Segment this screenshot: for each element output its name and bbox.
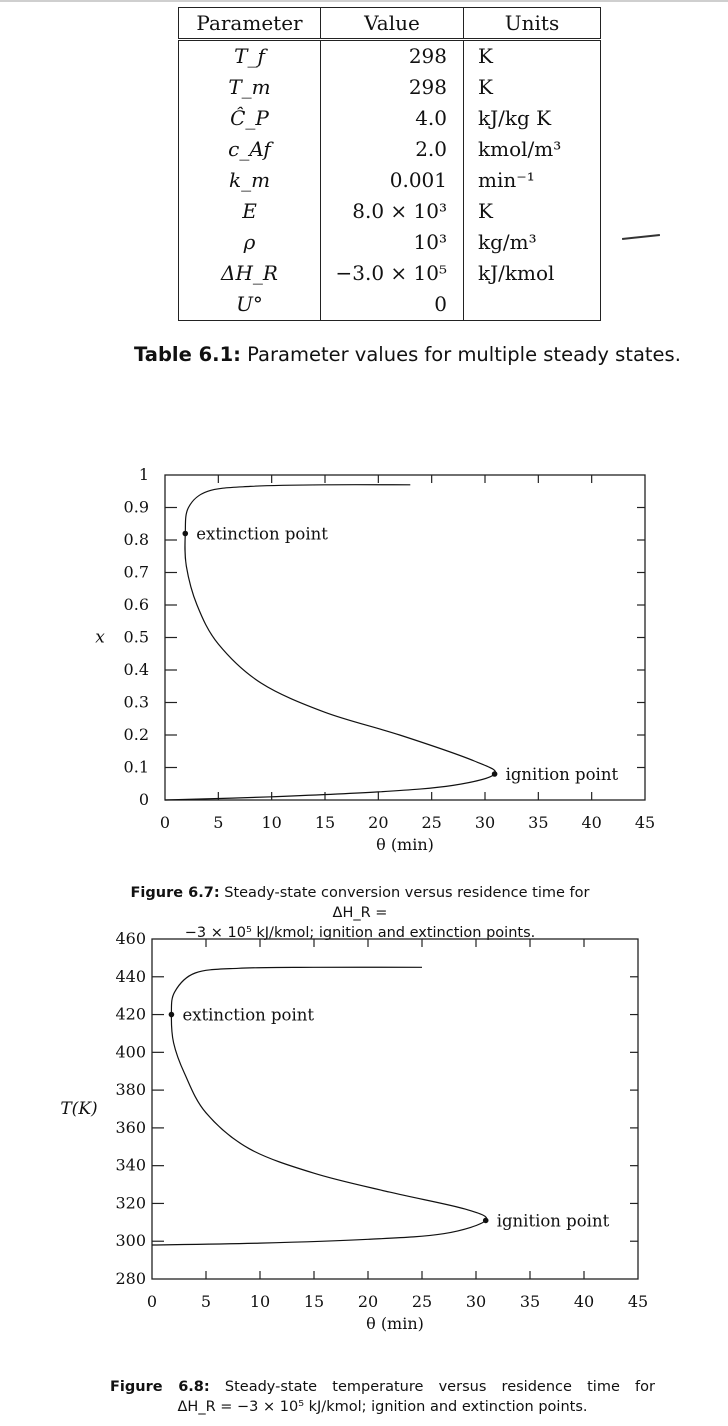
value-cell: 2.0 <box>321 134 464 165</box>
param-cell: ρ <box>179 227 321 258</box>
header-parameter: Parameter <box>179 8 321 40</box>
x-tick-label: 25 <box>421 813 442 832</box>
x-tick-label: 45 <box>634 813 656 832</box>
y-tick-label: 280 <box>115 1269 146 1288</box>
x-tick-label: 30 <box>474 813 496 832</box>
units-cell: K <box>464 196 601 227</box>
value-cell: 0.001 <box>321 165 464 196</box>
x-tick-label: 10 <box>261 813 282 832</box>
figure-6-7-label: Figure 6.7: <box>130 885 220 901</box>
annotation-label: ignition point <box>505 765 619 784</box>
param-cell: T_f <box>179 40 321 73</box>
annotation-point <box>169 1012 175 1018</box>
table-row <box>179 165 601 196</box>
y-tick-label: 460 <box>115 929 146 948</box>
table-caption-label: Table 6.1: <box>134 343 241 366</box>
param-cell: ΔH_R <box>179 258 321 289</box>
x-tick-label: 35 <box>519 1292 541 1311</box>
table-header-row <box>179 8 601 40</box>
units-cell: min⁻¹ <box>464 165 601 196</box>
units-cell: kmol/m³ <box>464 134 601 165</box>
conversion-chart <box>0 455 728 865</box>
param-cell: E <box>179 196 321 227</box>
x-tick-label: 10 <box>249 1292 271 1311</box>
annotation-label: extinction point <box>182 1005 315 1025</box>
parameter-table <box>178 7 601 321</box>
value-cell: 298 <box>321 40 464 73</box>
annotation-point <box>492 771 498 777</box>
annotation-point <box>182 531 188 537</box>
y-tick-label: 0.2 <box>123 725 149 744</box>
y-tick-label: 0.6 <box>123 595 149 614</box>
x-axis-title: θ (min) <box>366 1314 424 1333</box>
x-tick-label: 15 <box>314 813 336 832</box>
y-axis-title: x <box>95 627 105 648</box>
x-tick-label: 35 <box>528 813 549 832</box>
x-tick-label: 45 <box>627 1292 649 1311</box>
page-top-border <box>0 0 728 2</box>
table-row <box>179 40 601 73</box>
table-caption-text: Parameter values for multiple steady states. <box>247 343 681 366</box>
value-cell: 10³ <box>321 227 464 258</box>
y-tick-label: 380 <box>115 1080 146 1100</box>
annotation-point <box>483 1218 489 1224</box>
param-cell: Ĉ_P <box>179 103 321 134</box>
figure-6-7-text-1: Steady-state conversion versus residence time for ΔH_R = <box>224 885 590 921</box>
annotation-label: extinction point <box>196 524 328 544</box>
figure-6-8-label: Figure 6.8: <box>110 1379 210 1395</box>
units-cell: K <box>464 72 601 103</box>
x-tick-label: 0 <box>146 1292 158 1311</box>
y-tick-label: 0.4 <box>123 660 149 679</box>
y-tick-label: 1 <box>138 465 149 484</box>
table-caption <box>134 343 681 366</box>
figure-6-8-text-1: Steady-state temperature versus residence time for <box>224 1379 655 1395</box>
units-cell: kJ/kmol <box>464 258 601 289</box>
units-cell: kJ/kg K <box>464 103 601 134</box>
param-cell: T_m <box>179 72 321 103</box>
table-row <box>179 196 601 227</box>
x-tick-label: 5 <box>200 1292 212 1311</box>
x-tick-label: 25 <box>411 1292 433 1311</box>
y-tick-label: 300 <box>115 1231 146 1251</box>
value-cell: 8.0 × 10³ <box>321 196 464 227</box>
temperature-chart <box>0 925 728 1355</box>
table-row <box>179 103 601 134</box>
y-tick-label: 0.8 <box>123 530 149 549</box>
y-tick-label: 0 <box>138 790 149 809</box>
y-tick-label: 320 <box>115 1193 146 1213</box>
table-row <box>179 134 601 165</box>
table-row <box>179 227 601 258</box>
y-tick-label: 340 <box>115 1155 146 1175</box>
x-tick-label: 20 <box>368 813 389 832</box>
y-tick-label: 0.3 <box>123 692 149 712</box>
units-cell <box>464 289 601 321</box>
units-cell: K <box>464 40 601 73</box>
x-tick-label: 15 <box>303 1292 325 1311</box>
param-cell: U° <box>179 289 321 321</box>
value-cell: 4.0 <box>321 103 464 134</box>
x-axis-title: θ (min) <box>376 835 434 854</box>
figure-6-8-caption <box>110 1377 655 1417</box>
y-tick-label: 420 <box>115 1004 146 1024</box>
figure-6-8-caption-line1 <box>110 1377 655 1397</box>
x-tick-label: 20 <box>357 1292 379 1311</box>
y-tick-label: 360 <box>115 1117 146 1137</box>
y-tick-label: 400 <box>115 1042 146 1062</box>
y-tick-label: 0.7 <box>123 562 149 582</box>
stray-pen-mark <box>622 234 660 240</box>
value-cell: 298 <box>321 72 464 103</box>
table-row <box>179 258 601 289</box>
table-row <box>179 72 601 103</box>
param-cell: k_m <box>179 165 321 196</box>
figure-6-7-caption-line1 <box>110 883 610 923</box>
x-tick-label: 0 <box>159 813 171 832</box>
x-tick-label: 30 <box>465 1292 487 1311</box>
header-value: Value <box>321 8 464 40</box>
figure-6-7-text-2: −3 × 10⁵ kJ/kmol; ignition and extinction points. <box>184 925 536 941</box>
y-axis-title: T(K) <box>60 1099 98 1119</box>
figure-6-8-text-2: ΔH_R = −3 × 10⁵ kJ/kmol; ignition and extinction points. <box>177 1399 588 1415</box>
header-units: Units <box>464 8 601 40</box>
value-cell: −3.0 × 10⁵ <box>321 258 464 289</box>
x-tick-label: 40 <box>573 1292 595 1311</box>
annotation-label: ignition point <box>496 1211 610 1231</box>
value-cell: 0 <box>321 289 464 321</box>
table-row <box>179 289 601 321</box>
x-tick-label: 5 <box>213 813 224 832</box>
y-tick-label: 0.5 <box>123 627 149 647</box>
y-tick-label: 440 <box>115 966 146 986</box>
y-tick-label: 0.1 <box>123 757 149 777</box>
units-cell: kg/m³ <box>464 227 601 258</box>
param-cell: c_Af <box>179 134 321 165</box>
x-tick-label: 40 <box>581 813 602 832</box>
y-tick-label: 0.9 <box>123 497 149 517</box>
